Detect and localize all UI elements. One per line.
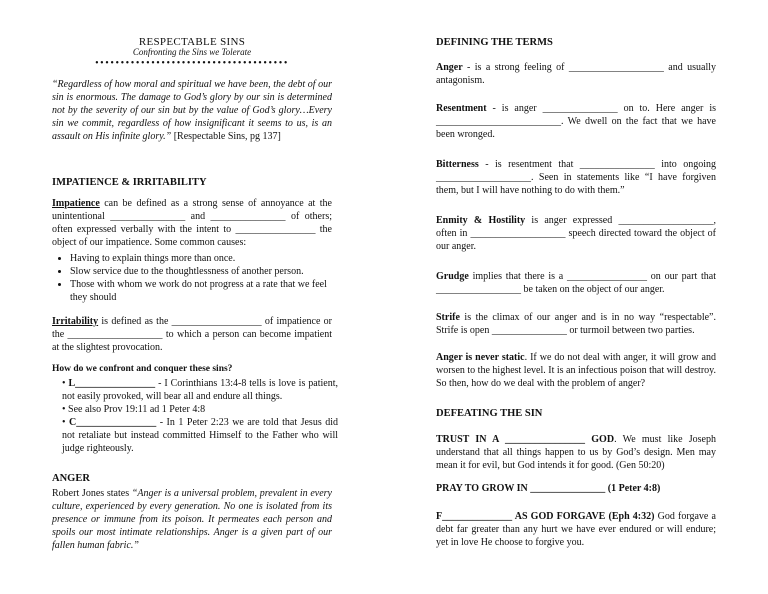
list-item: • Having to explain things more than once. — [70, 252, 340, 265]
opening-quote — [52, 78, 332, 143]
impatience-causes-list — [52, 252, 340, 304]
pray-line: PRAY TO GROW IN _______________ (1 Peter 4:8) — [436, 483, 661, 494]
term-grudge: Grudge implies that there is a ________________ on our part that _________________ be taken on the object of our anger. — [436, 271, 716, 295]
quote-text: “Regardless of how moral and spiritual we have been, the debt of our sin is enormous. The damage to God’s glory by our sin is determined not by the severity of our sin but by the value of God’s glory…Every sin we commit, regardless of how insignificant it seems to us, is an assault on His infinite glory.” — [52, 79, 332, 142]
list-item: • C________________ - In 1 Peter 2:23 we are told that Jesus did not retaliate but instead committed Himself to the Father who will judge righteously. — [62, 417, 338, 454]
impatience-text: can be defined as a strong sense of annoyance at the unintentional _______________ and _______________ of others; often expressed verbally with the intent to ________________ the object of our impatience. Some common causes: — [52, 198, 332, 248]
impatience-term: Impatience — [52, 198, 100, 209]
quote-source: [Respectable Sins, pg 137] — [171, 131, 281, 142]
confront-question: How do we confront and conquer these sins? — [52, 364, 233, 374]
list-item: • L________________ - I Corinthians 13:4-8 tells is love is patient, not easily provoked, will bear all and endure all things. — [62, 378, 338, 402]
page-subtitle: Confronting the Sins we Tolerate — [132, 47, 252, 57]
irritability-definition — [52, 315, 332, 354]
trust-paragraph: TRUST IN A ________________ GOD. We must like Joseph understand that all things happen to us by God’s design. Men may mean it for evil, but God intends it for good. (Gen 50:20) — [436, 434, 716, 471]
dotted-divider: •••••••••••••••••••••••••••••••••••••• — [95, 58, 289, 69]
term-bitterness: Bitterness - is resentment that _______________ into ongoing ___________________. Seen in statements like “I have forgiven them, but I will have nothing to do with them.” — [436, 159, 716, 196]
list-item: • Slow service due to the thoughtlessness of another person. — [70, 265, 340, 278]
term-enmity: Enmity & Hostility is anger expressed ___________________, often in ___________________ speech directed toward the object of our anger. — [436, 215, 716, 252]
irritability-text: is defined as the __________________ of impatience or the ___________________ to which a person can become impatient at the slightest provocation. — [52, 316, 332, 353]
page-title: RESPECTABLE SINS — [138, 36, 246, 48]
term-strife: Strife is the climax of our anger and is in no way “respectable”. Strife is open _______________ or turmoil between two parties. — [436, 312, 716, 336]
term-resentment: Resentment - is anger _______________ on to. Here anger is _________________________. We dwell on the fact that we have been wronged. — [436, 103, 716, 140]
anger-heading: ANGER — [52, 473, 90, 484]
anger-quote: Robert Jones states “Anger is a universal problem, prevalent in every culture, experienced by every generation. No one is isolated from its presence or immune from its poison. It permeates each person and spoils our most intimate relationships. Anger is a given part of our fallen human fabric.” — [52, 488, 332, 551]
impatience-definition — [52, 197, 332, 249]
term-anger: Anger - is a strong feeling of ___________________ and usually antagonism. — [436, 62, 716, 86]
list-item: • See also Prov 19:11 ad 1 Peter 4:8 — [62, 404, 206, 415]
forgive-paragraph: F______________ AS GOD FORGAVE (Eph 4:32) God forgave a debt far greater than any hurt we have ever endured or will endure; yet in love He choose to forgive you. — [436, 511, 716, 548]
defining-heading: DEFINING THE TERMS — [436, 37, 553, 48]
confront-list — [52, 377, 338, 455]
term-never-static: Anger is never static. If we do not deal with anger, it will grow and worsen to the highest level. It is an infectious poison that will destroy. So then, how do we deal with the problem of anger? — [436, 352, 716, 389]
defeating-heading: DEFEATING THE SIN — [436, 408, 543, 419]
impatience-heading: IMPATIENCE & IRRITABILITY — [52, 177, 207, 188]
irritability-term: Irritability — [52, 316, 99, 327]
list-item: • Those with whom we work do not progress at a rate that we feel they should — [70, 278, 340, 304]
